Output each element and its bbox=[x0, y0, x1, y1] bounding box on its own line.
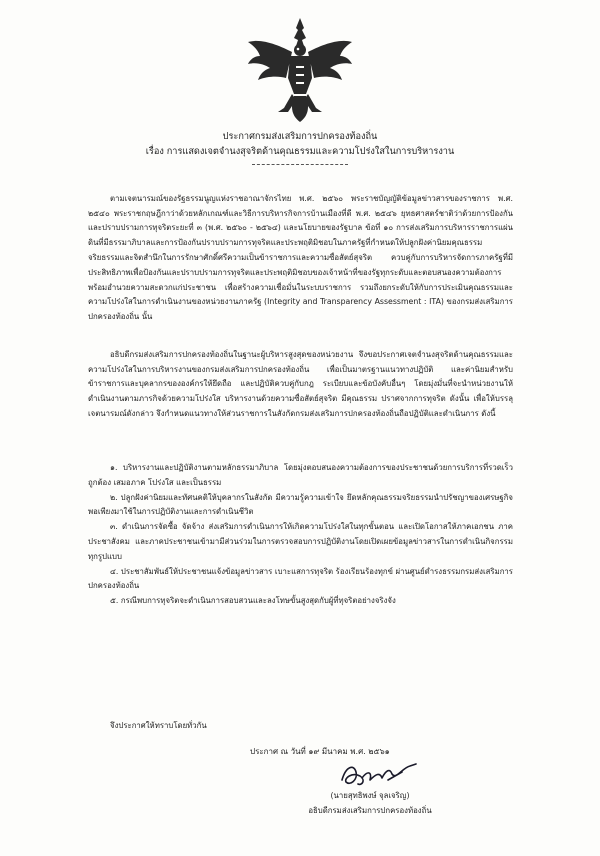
handwritten-signature-icon bbox=[332, 758, 422, 792]
closing-statement: จึงประกาศให้ทราบโดยทั่วกัน bbox=[110, 721, 207, 730]
signer-title: อธิบดีกรมส่งเสริมการปกครองท้องถิ่น bbox=[308, 806, 432, 815]
guideline-list bbox=[88, 461, 513, 609]
guideline-item-4: ๔. ประชาสัมพันธ์ให้ประชาชนแจ้งข้อมูลข่าวสาร เบาะแสการทุจริต ร้องเรียนร้องทุกข์ ผ่านศูนย์ดำรงธรรมกรมส่งเสริมการปกครองท้องถิ่น bbox=[88, 566, 513, 591]
guideline-item-1: ๑. บริหารงานและปฏิบัติงานตามหลักธรรมาภิบาล โดยมุ่งตอบสนองความต้องการของประชาชนด้วยการบริการที่รวดเร็ว ถูกต้อง เสมอภาค โปร่งใส และเป็นธรรม bbox=[88, 463, 513, 487]
title-divider bbox=[252, 164, 348, 165]
signer-name: (นายสุทธิพงษ์ จุลเจริญ) bbox=[330, 791, 410, 800]
announcement-title: ประกาศกรมส่งเสริมการปกครองท้องถิ่น bbox=[222, 131, 378, 142]
announcement-date: ประกาศ ณ วันที่ ๑๙ มีนาคม พ.ศ. ๒๕๖๑ bbox=[250, 747, 390, 756]
guideline-item-3: ๓. ดำเนินการจัดซื้อ จัดจ้าง ส่งเสริมการดำเนินการให้เกิดความโปร่งใสในทุกขั้นตอน และเปิดโอกาสให้ภาคเอกชน ภาคประชาสังคม และภาคประชาชนเข้ามามีส่วนร่วมในการตรวจสอบการปฏิบัติงานโดยเปิดเผยข้อมูลข่าวสารในการดำเนินกิจกรรมทุกรูปแบบ bbox=[88, 522, 513, 561]
statement-paragraph: อธิบดีกรมส่งเสริมการปกครองท้องถิ่นในฐานะผู้บริหารสูงสุดของหน่วยงาน จึงขอประกาศเจตจำนงสุจริตด้านคุณธรรมและความโปร่งใสในการบริหารงานของกรมส่งเสริมการปกครองท้องถิ่น เพื่อเป็นมาตรฐานแนวทางปฏิบัติ และค่านิยมสำหรับข้าราชการและบุคลากรขององค์กรให้ยึดถือ และปฏิบัติควบคู่กับกฎ ระเบียบและข้อบังคับอื่นๆ โดยมุ่งมั่นที่จะนำหน่วยงานให้ดำเนินงานตามภารกิจด้วยความโปร่งใส บริหารงานด้วยความซื่อสัตย์สุจริต มีคุณธรรม ปราศจากการทุจริต ดังนั้น เพื่อให้บรรลุเจตนารมณ์ดังกล่าว จึงกำหนดแนวทางให้ส่วนราชการในสังกัดกรมส่งเสริมการปกครองท้องถิ่นถือปฏิบัติและดำเนินการ ดังนี้ bbox=[88, 349, 513, 418]
garuda-emblem-icon bbox=[244, 16, 356, 124]
guideline-item-5: ๕. กรณีพบการทุจริตจะดำเนินการสอบสวนและลงโทษขั้นสูงสุดกับผู้ที่ทุจริตอย่างจริงจัง bbox=[110, 596, 396, 606]
announcement-subject: เรื่อง การแสดงเจตจำนงสุจริตด้านคุณธรรมและความโปร่งใสในการบริหารงาน bbox=[145, 146, 455, 157]
guideline-item-2: ๒. ปลูกฝังค่านิยมและทัศนคติให้บุคลากรในสังกัด มีความรู้ความเข้าใจ ยึดหลักคุณธรรมจริยธรรมนำปรัชญาของเศรษฐกิจพอเพียงมาใช้ในการปฏิบัติงานและการดำเนินชีวิต bbox=[88, 492, 513, 517]
intro-paragraph: ตามเจตนารมณ์ของรัฐธรรมนูญแห่งราชอาณาจักรไทย พ.ศ. ๒๕๖๐ พระราชบัญญัติข้อมูลข่าวสารของราชการ พ.ศ. ๒๕๔๐ พระราชกฤษฎีกาว่าด้วยหลักเกณฑ์และวิธีการบริหารกิจการบ้านเมืองที่ดี พ.ศ. ๒๕๔๖ ยุทธศาสตร์ชาติว่าด้วยการป้องกันและปราบปรามการทุจริตระยะที่ ๓ (พ.ศ. ๒๕๖๐ - ๒๕๖๔) และนโยบายของรัฐบาล ข้อที่ ๑๐ การส่งเสริมการบริหารราชการแผ่นดินที่มีธรรมาภิบาลและการป้องกันปราบปรามการทุจริตและประพฤติมิชอบในภาครัฐที่กำหนดให้ปลูกฝังค่านิยมคุณธรรม จริยธรรมและจิตสำนึกในการรักษาศักดิ์ศรีความเป็นข้าราชการและความซื่อสัตย์สุจริต ควบคู่กับการบริหารจัดการภาครัฐที่มีประสิทธิภาพเพื่อป้องกันและปราบปรามการทุจริตและประพฤติมิชอบของเจ้าหน้าที่ของรัฐทุกระดับและตอบสนองความต้องการ พร้อมอำนวยความสะดวกแก่ประชาชน เพื่อสร้างความเชื่อมั่นในระบบราชการ รวมถึงยกระดับให้กับการประเมินคุณธรรมและความโปร่งใสในการดำเนินงานของหน่วยงานภาครัฐ (Integrity and Transparency Assessment : ITA) ของกรมส่งเสริมการปกครองท้องถิ่น นั้น bbox=[88, 193, 513, 322]
